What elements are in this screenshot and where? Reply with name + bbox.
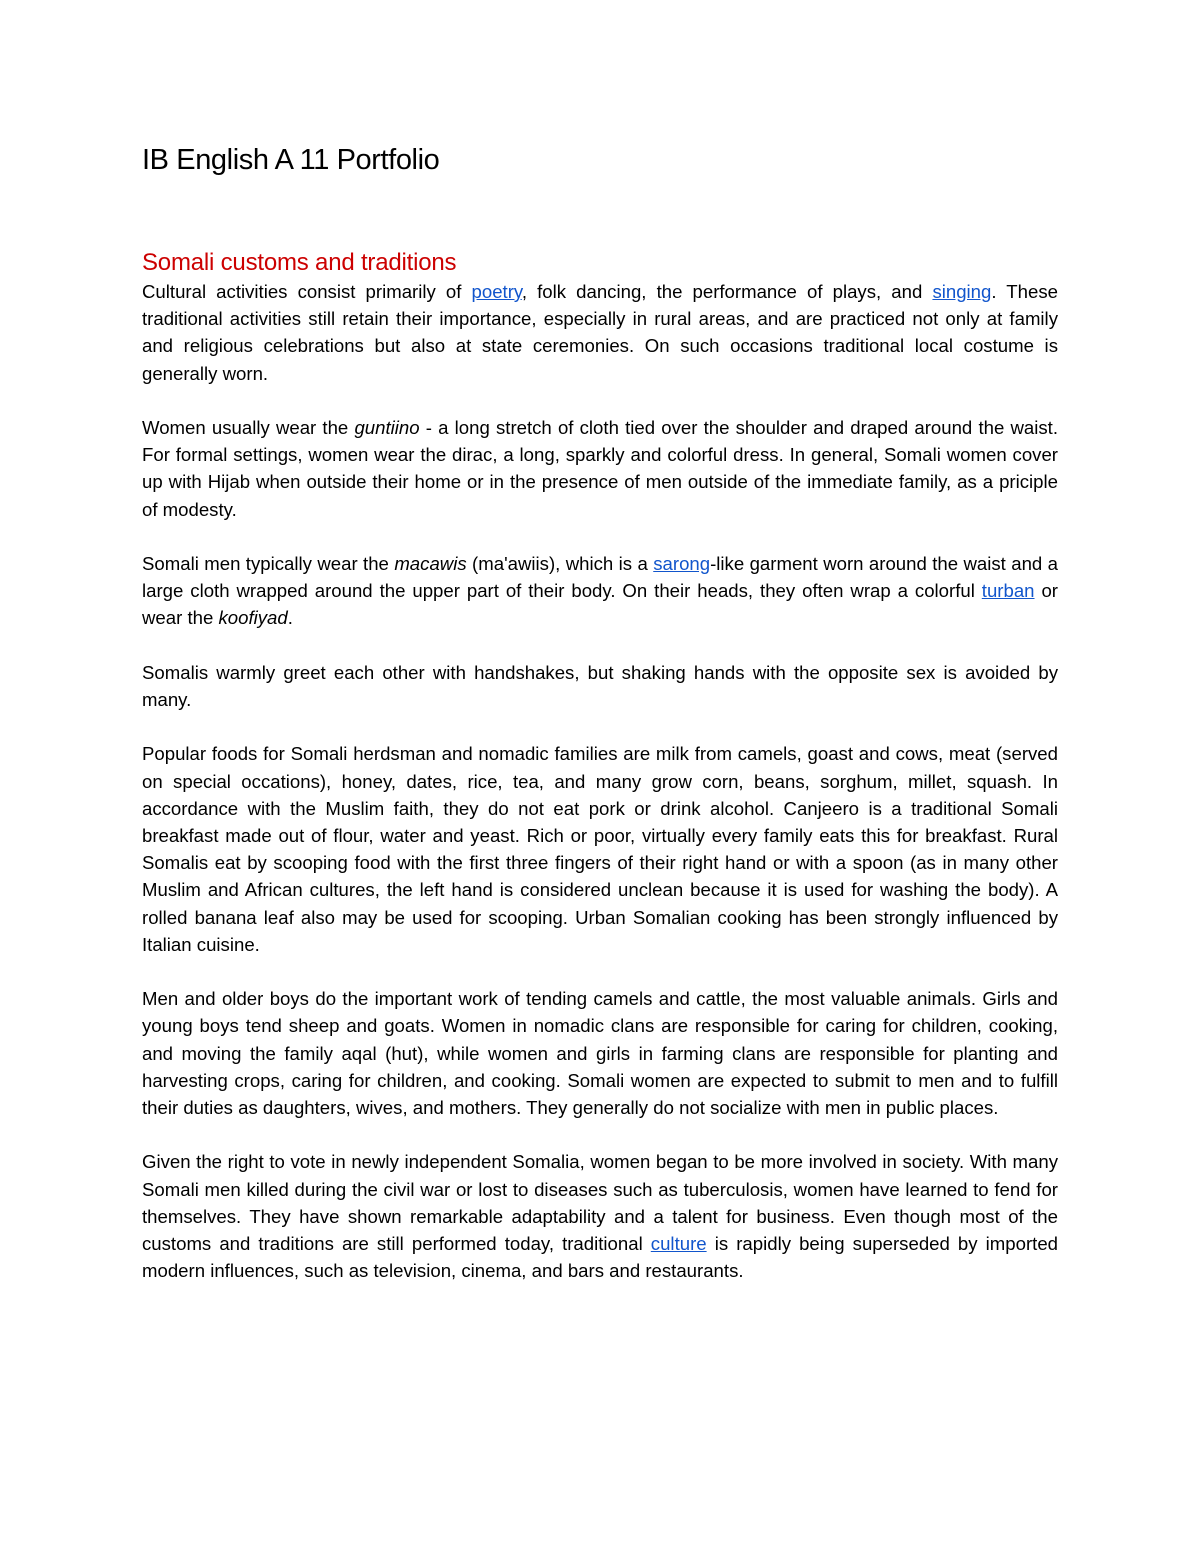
document-title: IB English A 11 Portfolio xyxy=(142,144,440,176)
italic-term-guntiino: guntiino xyxy=(354,417,420,438)
section-heading: Somali customs and traditions xyxy=(142,249,457,276)
text-span: or wear the xyxy=(142,580,1058,629)
link-singing[interactable]: singing xyxy=(932,281,992,302)
paragraph-cultural-activities xyxy=(142,278,1058,387)
text-span: Somali men typically wear the xyxy=(142,553,395,574)
text-span: . These traditional activities still retain their importance, especially in rural areas, and are practiced not only at family and religious celebrations but also at state ceremonies. On such occasions traditional local costume is generally worn. xyxy=(142,281,1058,384)
text-span: Given the right to vote in newly independent Somalia, women began to be more involved in society. With many Somali men killed during the civil war or lost to diseases such as tuberculosis, women have learned to fend for themselves. They have shown remarkable adaptability and a talent for business. Even though most of the customs and traditions are still performed today, traditional xyxy=(142,1151,1058,1255)
text-span: is rapidly being superseded by imported modern influences, such as television, cinema, and bars and restaurants. xyxy=(142,1233,1059,1282)
link-sarong[interactable]: sarong xyxy=(653,553,711,574)
paragraph-women-clothing xyxy=(142,414,1058,523)
paragraph-foods: Popular foods for Somali herdsman and nomadic families are milk from camels, goast and cows, meat (served on special occations), honey, dates, rice, tea, and many grow corn, beans, sorghum, millet, squash. In accordance with the Muslim faith, they do not eat pork or drink alcohol. Canjeero is a traditional Somali breakfast made out of flour, water and yeast. Rich or poor, virtually every family eats this for breakfast. Rural Somalis eat by scooping food with the first three fingers of their right hand or with a spoon (as in many other Muslim and African cultures, the left hand is considered unclean because it is used for washing the body). A rolled banana leaf also may be used for scooping. Urban Somalian cooking has been strongly influenced by Italian cuisine. xyxy=(142,743,1058,955)
italic-term-koofiyad: koofiyad xyxy=(218,607,288,629)
text-span: Women usually wear the xyxy=(142,417,355,438)
paragraph-modern-changes xyxy=(142,1148,1058,1284)
paragraph-work-roles: Men and older boys do the important work of tending camels and cattle, the most valuable animals. Girls and young boys tend sheep and goats. Women in nomadic clans are responsible for caring for children, cooking, and moving the family aqal (hut), while women and girls in farming clans are responsible for planting and harvesting crops, caring for children, and cooking. Somali women are expected to submit to men and to fulfill their duties as daughters, wives, and mothers. They generally do not socialize with men in public places. xyxy=(142,988,1058,1119)
text-span: (ma'awiis), which is a xyxy=(466,553,654,574)
text-span: - a long stretch of cloth tied over the shoulder and draped around the waist. For formal settings, women wear the dirac, a long, sparkly and colorful dress. In general, Somali women cover up with Hijab when outside their home or in the presence of men outside of the immediate family, as a priciple of modesty. xyxy=(142,417,1058,520)
paragraph-men-clothing xyxy=(142,550,1058,632)
italic-term-macawis: macawis xyxy=(394,553,467,574)
text-span: Cultural activities consist primarily of xyxy=(142,281,472,302)
text-span: , folk dancing, the performance of plays, and xyxy=(521,281,933,302)
link-poetry[interactable]: poetry xyxy=(471,281,522,302)
link-culture[interactable]: culture xyxy=(650,1233,707,1255)
paragraph-greetings: Somalis warmly greet each other with handshakes, but shaking hands with the opposite sex is avoided by many. xyxy=(142,661,1058,710)
link-turban[interactable]: turban xyxy=(981,580,1035,602)
document-page xyxy=(142,140,1058,1284)
text-span: -like garment worn around the waist and a large cloth wrapped around the upper part of their body. On their heads, they often wrap a colorful xyxy=(142,553,1058,602)
text-span: . xyxy=(287,607,293,629)
